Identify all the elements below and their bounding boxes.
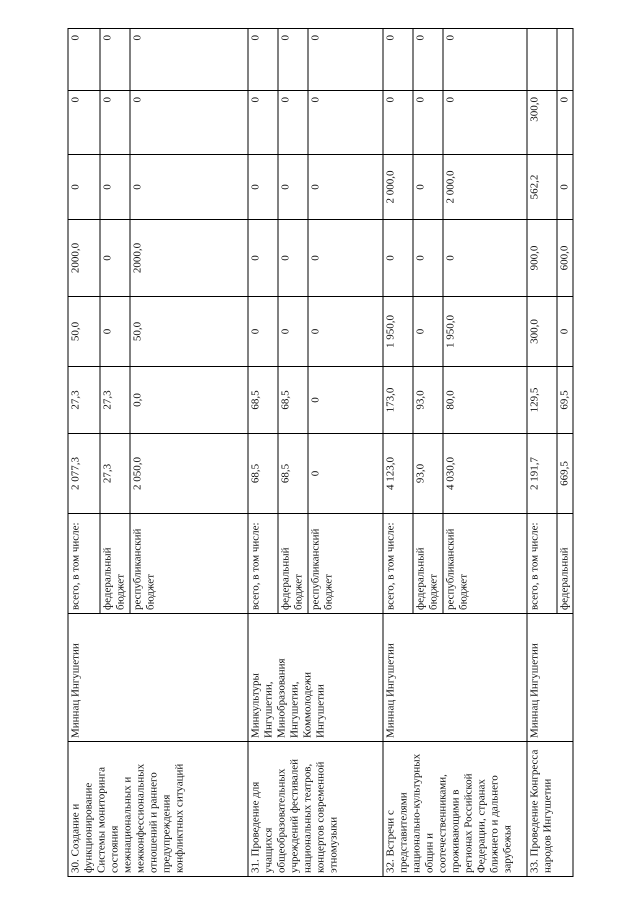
value-cell: 0 [308,29,383,91]
value-cell: 0 [383,220,413,297]
value-cell: 1 950,0 [383,297,413,367]
total-cell: 4 030,0 [443,434,527,514]
value-cell: 0 [68,155,100,220]
total-cell: 68,5 [248,434,278,514]
value-cell: 300,0 [527,91,557,155]
table-row [527,29,557,877]
source-cell: республиканский бюджет [308,514,383,614]
source-cell: всего, в том числе: [68,514,100,614]
funding-table [68,28,574,877]
source-cell: республиканский бюджет [443,514,527,614]
value-cell: 0 [278,297,308,367]
executor-cell: Миннац Ингушетии [527,614,573,742]
value-cell: 0 [278,91,308,155]
event-cell: 31. Проведение для учащихся общеобразовательных учреждений фестивалей национальных театров, концертов современной этномузыки [248,742,383,877]
value-cell: 0 [557,155,573,220]
executor-cell: Миннац Ингушетии [383,614,527,742]
value-cell: 0 [278,220,308,297]
total-cell: 0 [308,434,383,514]
value-cell: 0 [248,91,278,155]
table-row [248,29,278,877]
value-cell: 0,0 [130,367,248,434]
value-cell: 69,5 [557,367,573,434]
value-cell: 0 [443,29,527,91]
value-cell: 0 [308,297,383,367]
executor-cell: Миннац Ингушетии [68,614,248,742]
total-cell: 2 191,7 [527,434,557,514]
value-cell: 0 [443,220,527,297]
value-cell: 0 [68,91,100,155]
value-cell: 0 [308,220,383,297]
value-cell: 93,0 [413,367,443,434]
total-cell: 27,3 [100,434,130,514]
value-cell: 562,2 [527,155,557,220]
value-cell: 0 [413,29,443,91]
source-cell: федеральный бюджет [278,514,308,614]
value-cell: 50,0 [68,297,100,367]
value-cell: 0 [100,29,130,91]
event-cell: 33. Проведение Конгресса народов Ингушетии [527,742,573,877]
value-cell: 0 [557,297,573,367]
source-cell: всего, в том числе: [527,514,557,614]
value-cell: 0 [308,155,383,220]
value-cell: 2000,0 [130,220,248,297]
executor-cell: Минкультуры Ингушетии, Минобразования Ингушетии, Коммолодежи Ингушетии [248,614,383,742]
value-cell: 68,5 [278,367,308,434]
rotated-table-wrapper [68,29,573,877]
value-cell: 900,0 [527,220,557,297]
value-cell: 0 [557,91,573,155]
value-cell: 0 [413,91,443,155]
value-cell: 27,3 [68,367,100,434]
source-cell: федеральный бюджет [100,514,130,614]
value-cell: 80,0 [443,367,527,434]
value-cell: 2 000,0 [383,155,413,220]
value-cell [557,29,573,91]
value-cell: 0 [383,29,413,91]
total-cell: 68,5 [278,434,308,514]
value-cell: 0 [100,220,130,297]
event-cell: 32. Встречи с представителями национально-культурных общин и соотечественниками, проживающими в регионах Российской Федерации, странах ближнего и дальнего зарубежья [383,742,527,877]
value-cell: 0 [383,91,413,155]
value-cell: 0 [248,155,278,220]
table-row [68,29,100,877]
total-cell: 2 050,0 [130,434,248,514]
total-cell: 2 077,3 [68,434,100,514]
value-cell: 129,5 [527,367,557,434]
total-cell: 669,5 [557,434,573,514]
value-cell: 2 000,0 [443,155,527,220]
value-cell [527,29,557,91]
source-cell: федеральный [557,514,573,614]
value-cell: 0 [130,29,248,91]
value-cell: 2000,0 [68,220,100,297]
value-cell: 0 [278,155,308,220]
source-cell: всего, в том числе: [248,514,278,614]
value-cell: 300,0 [527,297,557,367]
value-cell: 0 [308,91,383,155]
source-cell: всего, в том числе: [383,514,413,614]
value-cell: 0 [100,297,130,367]
value-cell: 0 [100,155,130,220]
value-cell: 0 [443,91,527,155]
value-cell: 0 [413,220,443,297]
value-cell: 0 [248,220,278,297]
value-cell: 0 [68,29,100,91]
table-row [383,29,413,877]
total-cell: 4 123,0 [383,434,413,514]
value-cell: 1 950,0 [443,297,527,367]
value-cell: 173,0 [383,367,413,434]
value-cell: 0 [130,91,248,155]
event-cell: 30. Создание и функционирование Системы мониторинга состояния межнациональных и межконфессиональных отношений и раннего предупреждения конфликтных ситуаций [68,742,248,877]
value-cell: 0 [130,155,248,220]
value-cell: 600,0 [557,220,573,297]
value-cell: 50,0 [130,297,248,367]
source-cell: федеральный бюджет [413,514,443,614]
value-cell: 0 [278,29,308,91]
total-cell: 93,0 [413,434,443,514]
value-cell: 0 [100,91,130,155]
value-cell: 0 [413,155,443,220]
value-cell: 0 [248,29,278,91]
value-cell: 0 [413,297,443,367]
value-cell: 0 [248,297,278,367]
source-cell: республиканский бюджет [130,514,248,614]
value-cell: 68,5 [248,367,278,434]
value-cell: 0 [308,367,383,434]
value-cell: 27,3 [100,367,130,434]
